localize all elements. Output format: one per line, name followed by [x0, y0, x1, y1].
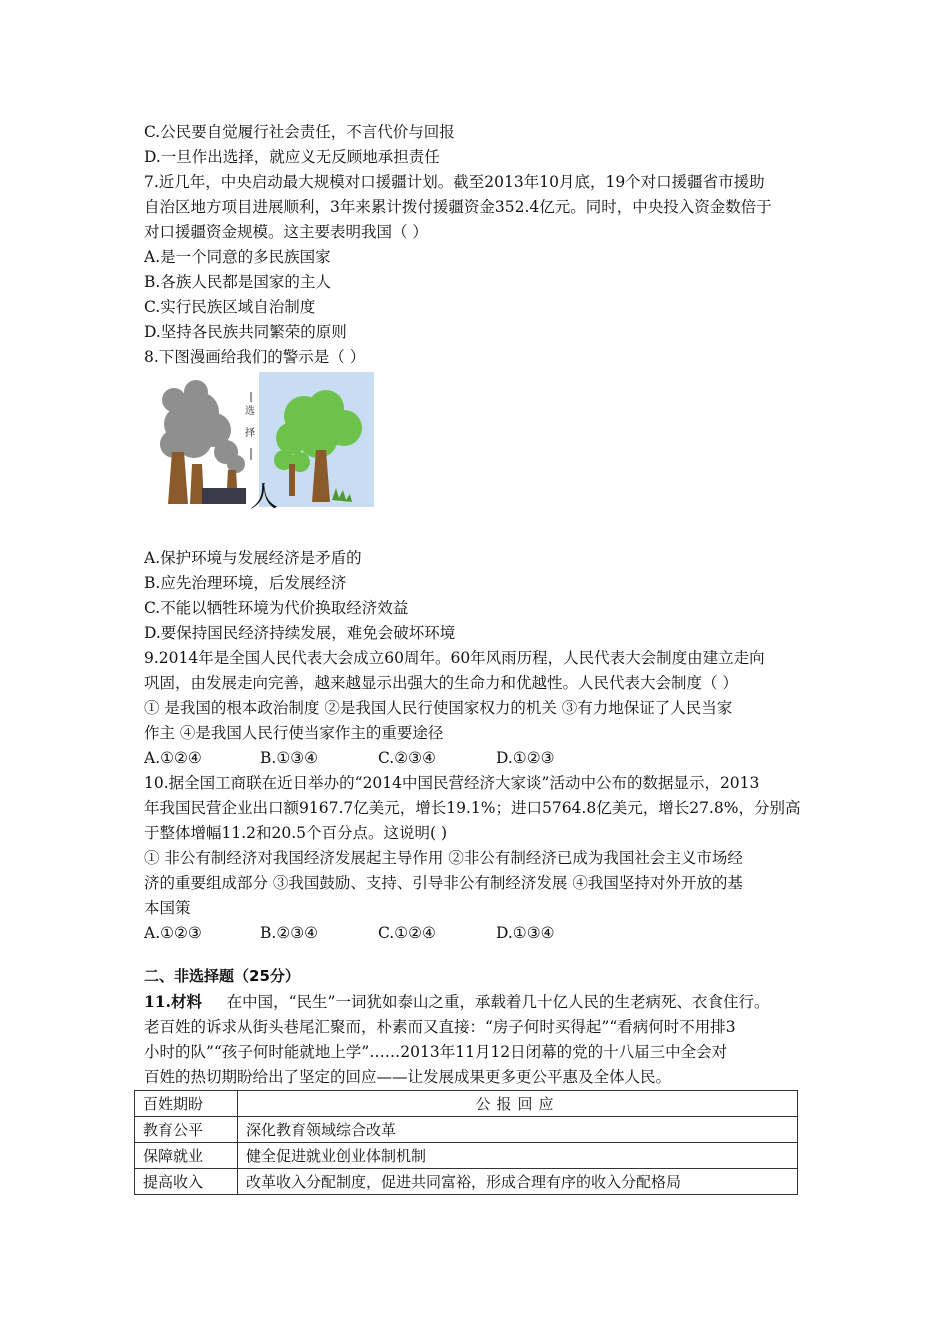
- q11-text-line-4: 百姓的热切期盼给出了坚定的回应——让发展成果更多更公平惠及全体人民。: [144, 1068, 672, 1086]
- section-2-title: 二、非选择题（25分）: [144, 967, 300, 985]
- table-cell: 深化教育领域综合改革: [238, 1117, 798, 1143]
- table-row: [135, 1169, 798, 1195]
- cartoon-vertical-text-1: 选: [245, 406, 255, 417]
- q8-option-b: B.应先治理环境，后发展经济: [144, 574, 347, 592]
- q10-option-b: B.②③④: [260, 924, 319, 942]
- q9-items-line-2: 作主 ④是我国人民行使当家作主的重要途径: [144, 724, 444, 742]
- q9-options: [144, 746, 808, 771]
- q10-stem-line-3: 于整体增幅11.2和20.5个百分点。这说明( ): [144, 824, 448, 842]
- q10-option-c: C.①②④: [378, 924, 436, 942]
- q9-stem-line-1: 9.2014年是全国人民代表大会成立60周年。60年风雨历程，人民代表大会制度由建立走向: [144, 649, 765, 667]
- q9-option-a: A.①②④: [144, 749, 202, 767]
- q11-text-line-3: 小时的队”“孩子何时能就地上学”……2013年11月12日闭幕的党的十八届三中全会对: [144, 1043, 728, 1061]
- q11-text-line-1: [144, 989, 808, 1015]
- q6-option-d: D.一旦作出选择，就应义无反顾地承担责任: [144, 148, 440, 166]
- q9-option-b: B.①③④: [260, 749, 319, 767]
- q10-items-line-1: ① 非公有制经济对我国经济发展起主导作用 ②非公有制经济已成为我国社会主义市场经: [144, 849, 743, 867]
- chimney-left: [168, 452, 188, 504]
- q10-stem-line-1: 10.据全国工商联在近日举办的“2014中国民营经济大家谈”活动中公布的数据显示，2013: [144, 774, 760, 792]
- table-row: [135, 1117, 798, 1143]
- q8-option-c: C.不能以牺牲环境为代价换取经济效益: [144, 599, 409, 617]
- table-row: [135, 1143, 798, 1169]
- q6-option-c: C.公民要自觉履行社会责任，不言代价与回报: [144, 123, 455, 141]
- q7-stem-line-3: 对口援疆资金规模。这主要表明我国（ ）: [144, 223, 428, 241]
- q10-stem-line-2: 年我国民营企业出口额9167.7亿美元，增长19.1%；进口5764.8亿美元，增长27.8%，分别高: [144, 799, 801, 817]
- cartoon-vertical-text-2: 择: [245, 428, 255, 439]
- table-cell: 改革收入分配制度，促进共同富裕，形成合理有序的收入分配格局: [238, 1169, 798, 1195]
- q10-option-a: A.①②③: [144, 924, 202, 942]
- table-header-row: [135, 1091, 798, 1117]
- q11-response-table: [134, 1090, 798, 1195]
- small-tree-trunk: [289, 464, 295, 496]
- table-cell: 教育公平: [135, 1117, 238, 1143]
- q11-text-1: 在中国，“民生”一词犹如泰山之重，承载着几十亿人民的生老病死、衣食住行。: [226, 993, 770, 1011]
- q10-option-d: D.①③④: [496, 924, 555, 942]
- q8-option-a: A.保护环境与发展经济是矛盾的: [144, 549, 362, 567]
- q7-option-d: D.坚持各民族共同繁荣的原则: [144, 323, 347, 341]
- q7-stem-line-2: 自治区地方项目进展顺利，3年来累计拨付援疆资金352.4亿元。同时，中央投入资金数倍于: [144, 198, 772, 216]
- q9-stem-line-2: 巩固，由发展走向完善，越来越显示出强大的生命力和优越性。人民代表大会制度（ ）: [144, 674, 738, 692]
- q8-stem: 8.下图漫画给我们的警示是（ ）: [144, 348, 366, 366]
- table-cell: 保障就业: [135, 1143, 238, 1169]
- table-cell: 健全促进就业创业体制机制: [238, 1143, 798, 1169]
- cartoon-person-char: 人: [250, 480, 279, 513]
- q7-option-a: A.是一个同意的多民族国家: [144, 248, 331, 266]
- q7-stem-line-1: 7.近几年，中央启动最大规模对口援疆计划。截至2013年10月底，19个对口援疆省市援助: [144, 173, 765, 191]
- cartoon-svg: [144, 372, 374, 532]
- q8-option-d: D.要保持国民经济持续发展，难免会破坏环境: [144, 624, 456, 642]
- q10-items-line-3: 本国策: [144, 899, 191, 917]
- exam-page: [144, 120, 808, 1195]
- table-header-cell: 公报回应: [238, 1091, 798, 1117]
- q9-option-c: C.②③④: [378, 749, 436, 767]
- table-header-cell: 百姓期盼: [135, 1091, 238, 1117]
- factory-building: [202, 488, 246, 504]
- table-cell: 提高收入: [135, 1169, 238, 1195]
- q11-text-line-2: 老百姓的诉求从街头巷尾汇聚而，朴素而又直接：“房子何时买得起”“看病何时不用排3: [144, 1018, 736, 1036]
- chimney-mid: [190, 464, 204, 504]
- q11-label: 11.材料: [144, 992, 202, 1011]
- q10-items-line-2: 济的重要组成部分 ③我国鼓励、支持、引导非公有制经济发展 ④我国坚持对外开放的基: [144, 874, 743, 892]
- q10-options: [144, 921, 808, 946]
- q9-option-d: D.①②③: [496, 749, 555, 767]
- q7-option-b: B.各族人民都是国家的主人: [144, 273, 331, 291]
- q8-cartoon-image: [144, 372, 374, 532]
- q7-option-c: C.实行民族区域自治制度: [144, 298, 316, 316]
- q9-items-line-1: ① 是我国的根本政治制度 ②是我国人民行使国家权力的机关 ③有力地保证了人民当家: [144, 699, 733, 717]
